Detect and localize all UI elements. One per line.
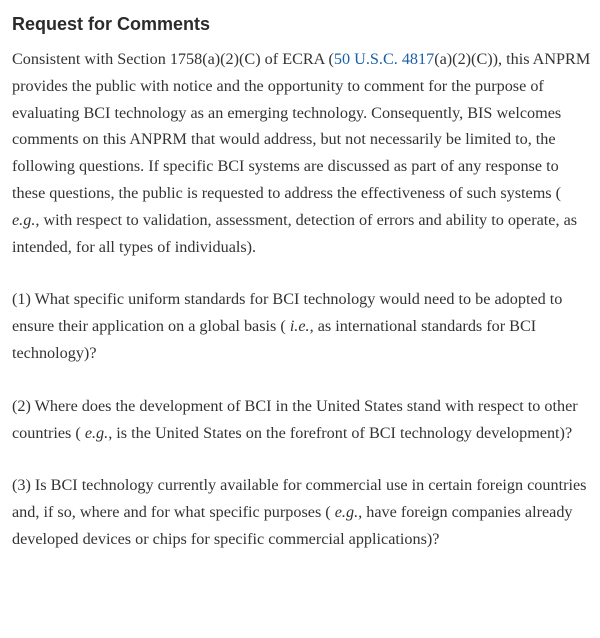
question-1 — [12, 286, 592, 366]
question-1-text-2: as international standards for BCI technology)? — [12, 317, 537, 362]
question-3-eg: e.g., — [334, 503, 363, 522]
question-1-ie: i.e., — [289, 317, 314, 336]
question-3 — [12, 472, 592, 552]
intro-paragraph — [12, 46, 592, 260]
intro-text-1: Consistent with Section 1758(a)(2)(C) of ECRA ( — [12, 50, 334, 68]
question-3-text-2: have foreign companies already developed devices or chips for specific commercial applications)? — [12, 503, 573, 548]
question-2 — [12, 393, 592, 447]
intro-text-3: with respect to validation, assessment, detection of errors and ability to operate, as intended, for all types of individuals). — [12, 210, 578, 256]
question-2-text-1: (2) Where does the development of BCI in the United States stand with respect to other countries ( — [12, 396, 578, 442]
request-for-comments-section — [12, 12, 592, 553]
question-2-text-2: is the United States on the forefront of BCI technology development)? — [112, 423, 573, 442]
usc-citation-link[interactable]: 50 U.S.C. 4817 — [333, 50, 435, 68]
intro-text-2: (a)(2)(C)), this ANPRM provides the public with notice and the opportunity to comment for the purpose of evaluating BCI technology as an emerging technology. Consequently, BIS welcomes comments on this ANPRM that would address, but not necessarily be limited to, the following questions. If specific BCI systems are discussed as part of any response to these questions, the public is requested to address the effectiveness of such systems ( — [12, 50, 591, 202]
question-1-text-1: (1) What specific uniform standards for BCI technology would need to be adopted to ensure their application on a global basis ( — [12, 290, 563, 336]
question-2-eg: e.g., — [84, 423, 113, 442]
question-3-text-1: (3) Is BCI technology currently available for commercial use in certain foreign countries and, if so, where and for what specific purposes ( — [12, 476, 587, 522]
intro-eg: e.g., — [12, 210, 40, 229]
section-heading: Request for Comments — [12, 14, 211, 34]
